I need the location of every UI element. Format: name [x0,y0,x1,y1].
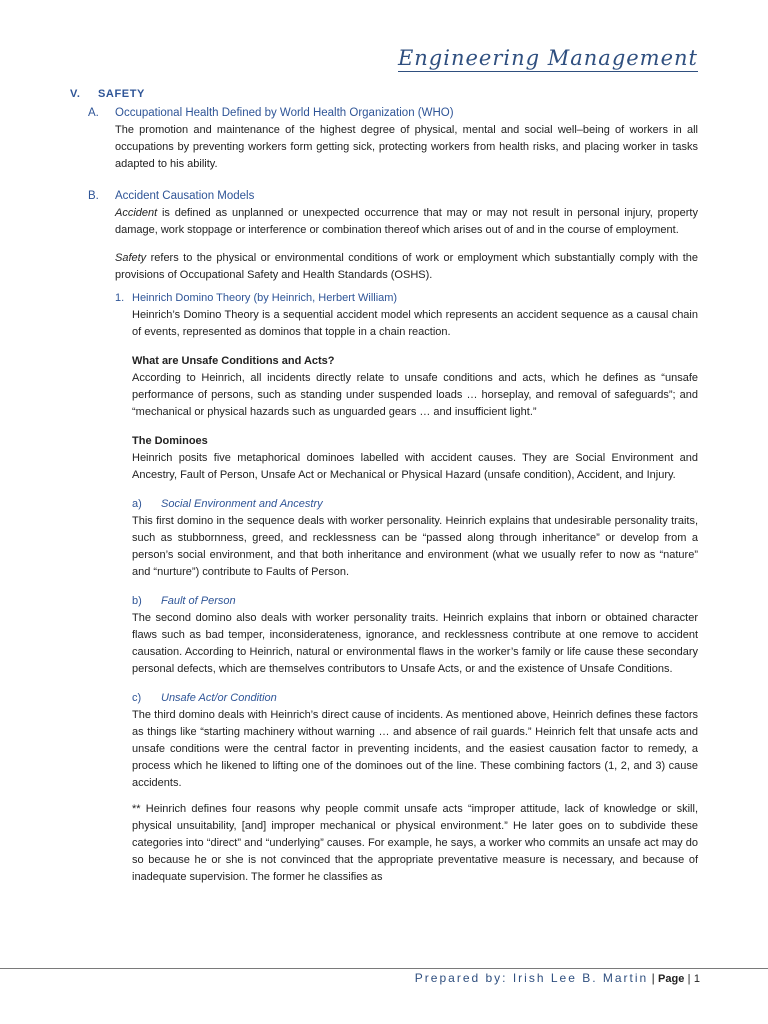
item-a-letter: a) [132,498,142,510]
subsection-b-letter: B. [88,190,99,202]
accident-definition-text: is defined as unplanned or unexpected occurrence that may or may not result in personal injury, property damage, work stoppage or interference or combination thereof which arises out of and in the course of employment. [115,207,698,236]
dominoes-heading: The Dominoes [132,435,208,447]
dominoes-body: Heinrich posits five metaphorical dominoes labelled with accident causes. They are Social Environment and Ancestry, Fault of Person, Unsafe Act or Mechanical or Physical Hazard (unsafe condition), Accident, and Injury. [132,452,698,481]
safety-definition [115,250,698,284]
domino-theory-body: Heinrich’s Domino Theory is a sequential accident model which represents an accident sequence as a causal chain of events, represented as dominos that topple in a chain reaction. [132,309,698,338]
accident-definition [115,205,698,239]
item-a-title: Social Environment and Ancestry [161,498,323,510]
unsafe-conditions-heading: What are Unsafe Conditions and Acts? [132,355,335,367]
item-b-title: Fault of Person [161,595,236,607]
item-b-body: The second domino also deals with worker personality traits. Heinrich explains that inborn or obtained character flaws such as bad temper, inconsiderateness, ignorance, and recklessness contribute at one remove to accident causation. According to Heinrich, natural or environmental flaws in the worker’s family or life cause these secondary personal defects, which are themselves contributors to Unsafe Acts, or and the existence of Unsafe Conditions. [132,612,698,675]
safety-definition-text: refers to the physical or environmental conditions of work or employment which substantially comply with the provisions of Occupational Safety and Health Standards (OSHS). [115,252,698,281]
item-c-note: ** Heinrich defines four reasons why people commit unsafe acts “improper attitude, lack of knowledge or skill, physical unsuitability, [and] improper mechanical or physical environment.” He later goes on to subdivide these categories into “direct” and “underlying” causes. For example, he says, a worker who commits an unsafe act may do so because he or she is not convinced that the appropriate preventative measure is necessary, and because of inadequate supervision. The former he classifies as [132,803,698,883]
item-a-heading [132,496,698,513]
domino-theory-heading [115,290,698,307]
subsection-a-title: Occupational Health Defined by World Health Organization (WHO) [115,107,454,119]
item-a-body: This first domino in the sequence deals with worker personality. Heinrich explains that undesirable personality traits, such as stubbornness, greed, and recklessness can be “passed along through inheritance” or develop from a person’s social environment, and that both inheritance and environment (what we usually refer to now as “nature” and “nurture”) contribute to Faults of Person. [132,515,698,578]
subsection-b-heading [70,187,698,205]
subsection-a-body: The promotion and maintenance of the highest degree of physical, mental and social well–being of workers in all occupations by preventing workers form getting sick, protecting workers from health risks, and placing worker in tasks adapted to his ability. [115,124,698,170]
unsafe-conditions-body: According to Heinrich, all incidents directly relate to unsafe conditions and acts, which he defines as “unsafe performance of persons, such as standing under suspended loads … horseplay, and removal of safeguards”; and “mechanical or physical hazards such as unguarded gears … and insufficient light.” [132,372,698,418]
item-b-letter: b) [132,595,142,607]
subsection-a [70,104,698,173]
item-c-title: Unsafe Act/or Condition [161,692,277,704]
footer-page-separator: | [687,973,691,985]
item-c-body: The third domino deals with Heinrich’s direct cause of incidents. As mentioned above, Heinrich defines these factors as things like “starting machinery without warning … and absence of rail guards.” Heinrich felt that unsafe acts and unsafe conditions were the central factor in preventing incidents, and the easiest causation factor to remedy, a process which he likened to lifting one of the dominoes out of the line. These combining factors (1, 2, and 3) cause accidents. [132,709,698,789]
accident-term: Accident [115,207,158,219]
footer-prepared-by: Prepared by: Irish Lee B. Martin [414,971,649,985]
footer-page-label: Page [658,973,685,985]
subsection-a-heading [70,104,698,122]
document-body [70,88,698,886]
section-title: SAFETY [98,88,145,100]
document-header-title: Engineering Management [397,46,698,70]
section-number: V. [70,88,81,100]
safety-term: Safety [115,252,147,264]
footer-separator: | [651,971,655,985]
subsection-b-title: Accident Causation Models [115,190,255,202]
subsection-b [70,187,698,284]
subsection-a-letter: A. [88,107,99,119]
item-b-heading [132,593,698,610]
footer-page-number: 1 [693,973,700,985]
page-footer [415,969,700,988]
domino-theory-section [70,290,698,886]
domino-theory-number: 1. [115,292,125,304]
domino-theory-title: Heinrich Domino Theory (by Heinrich, Herbert William) [132,292,398,304]
item-c-heading [132,690,698,707]
item-c-letter: c) [132,692,142,704]
section-heading [70,88,698,100]
